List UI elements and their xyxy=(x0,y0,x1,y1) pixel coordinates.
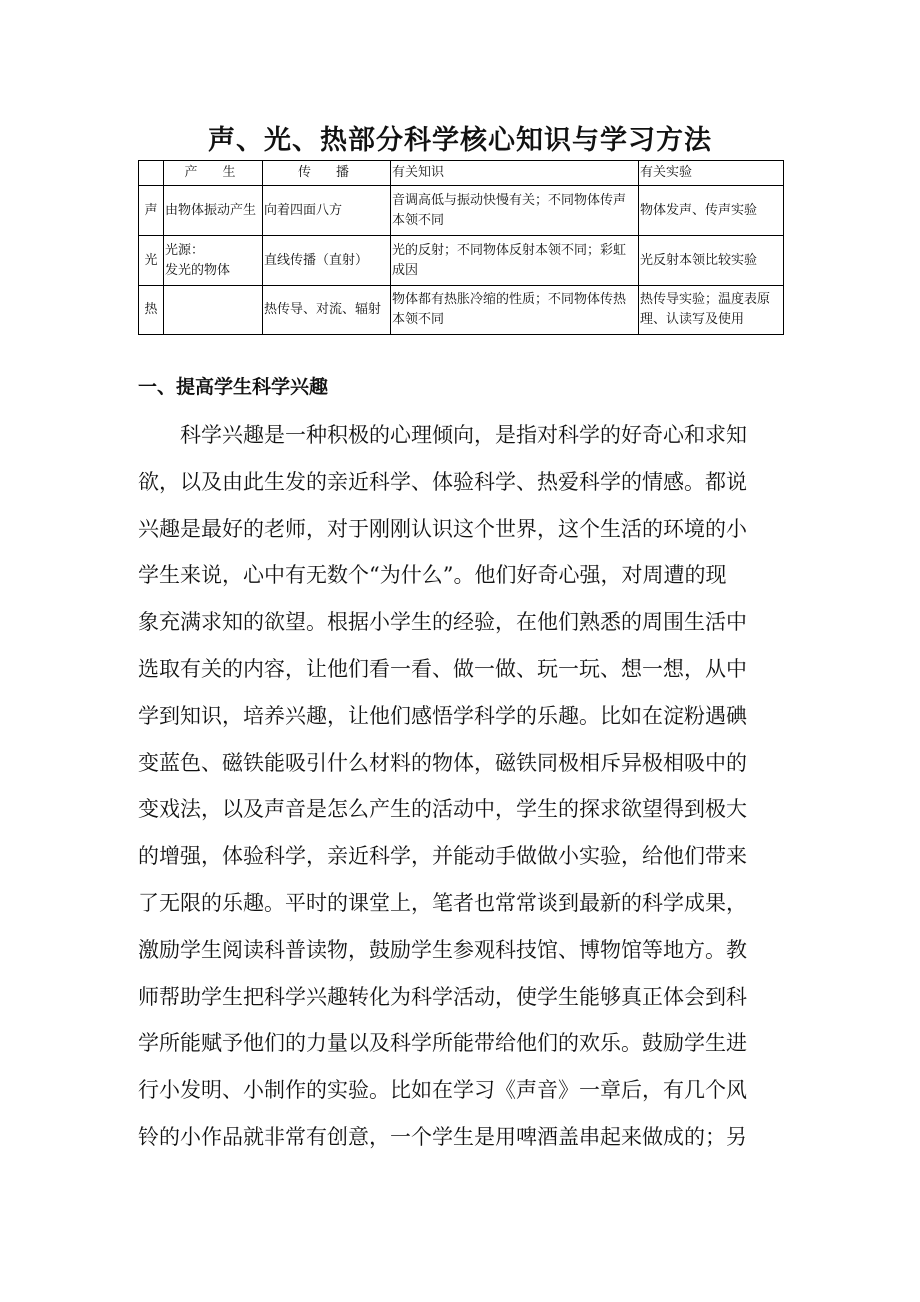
cell-knowledge: 光的反射；不同物体反射本领不同；彩虹成因 xyxy=(391,236,639,286)
paragraph-line: 的增强，体验科学，亲近科学，并能动手做做小实验，给他们带来 xyxy=(138,844,747,869)
cell-produce xyxy=(164,286,263,335)
table-header-row xyxy=(139,161,784,186)
cell-knowledge: 物体都有热胀冷缩的性质；不同物体传热本领不同 xyxy=(391,286,639,335)
paragraph-line: 象充满求知的欲望。根据小学生的经验，在他们熟悉的周围生活中 xyxy=(138,610,747,635)
header-corner xyxy=(139,161,164,186)
header-experiment: 有关实验 xyxy=(639,161,784,186)
cell-produce: 由物体振动产生 xyxy=(164,186,263,236)
paragraph-line: 学到知识，培养兴趣，让他们感悟学科学的乐趣。比如在淀粉遇碘 xyxy=(138,703,747,728)
table-row-sound xyxy=(139,186,784,236)
paragraph-line: 铃的小作品就非常有创意，一个学生是用啤酒盖串起来做成的；另 xyxy=(138,1124,747,1149)
paragraph-line: 师帮助学生把科学兴趣转化为科学活动，使学生能够真正体会到科 xyxy=(138,984,747,1009)
header-knowledge: 有关知识 xyxy=(391,161,639,186)
cell-knowledge: 音调高低与振动快慢有关；不同物体传声本领不同 xyxy=(391,186,639,236)
row-label: 热 xyxy=(139,286,164,335)
header-produce: 产 生 xyxy=(164,161,263,186)
cell-experiment: 热传导实验；温度表原理、认读写及使用 xyxy=(639,286,784,335)
paragraph-line: 欲，以及由此生发的亲近科学、体验科学、热爱科学的情感。都说 xyxy=(138,469,747,494)
cell-produce xyxy=(164,236,263,286)
paragraph-line: 了无限的乐趣。平时的课堂上，笔者也常常谈到最新的科学成果， xyxy=(138,890,747,915)
paragraph-line: 学生来说，心中有无数个“为什么”。他们好奇心强，对周遭的现 xyxy=(138,563,727,588)
header-spread: 传 播 xyxy=(263,161,391,186)
cell-spread: 热传导、对流、辐射 xyxy=(263,286,391,335)
paragraph-line: 行小发明、小制作的实验。比如在学习《声音》一章后，有几个风 xyxy=(138,1078,747,1103)
paragraph-line: 激励学生阅读科普读物，鼓励学生参观科技馆、博物馆等地方。教 xyxy=(138,937,747,962)
page-title: 声、光、热部分科学核心知识与学习方法 xyxy=(208,125,712,156)
paragraph-line: 变蓝色、磁铁能吸引什么材料的物体，磁铁同极相斥异极相吸中的 xyxy=(138,750,747,775)
row-label: 声 xyxy=(139,186,164,236)
section-heading: 一、提高学生科学兴趣 xyxy=(138,376,329,398)
cell-spread: 向着四面八方 xyxy=(263,186,391,236)
cell-spread: 直线传播（直射） xyxy=(263,236,391,286)
cell-experiment: 光反射本领比较实验 xyxy=(639,236,784,286)
cell-produce-line1: 光源： xyxy=(165,242,205,258)
paragraph-line: 科学兴趣是一种积极的心理倾向，是指对科学的好奇心和求知 xyxy=(138,423,747,447)
paragraph-line: 学所能赋予他们的力量以及科学所能带给他们的欢乐。鼓励学生进 xyxy=(138,1031,747,1056)
cell-produce-line2: 发光的物体 xyxy=(165,262,231,278)
cell-experiment: 物体发声、传声实验 xyxy=(639,186,784,236)
paragraph-line: 兴趣是最好的老师，对于刚刚认识这个世界，这个生活的环境的小 xyxy=(138,516,747,541)
row-label: 光 xyxy=(139,236,164,286)
paragraph-line: 变戏法，以及声音是怎么产生的活动中，学生的探求欲望得到极大 xyxy=(138,797,747,822)
section-paragraph xyxy=(138,412,768,1161)
table-row-light xyxy=(139,236,784,286)
table-row-heat xyxy=(139,286,784,335)
paragraph-line: 选取有关的内容，让他们看一看、做一做、玩一玩、想一想，从中 xyxy=(138,656,747,681)
knowledge-table xyxy=(138,160,784,335)
